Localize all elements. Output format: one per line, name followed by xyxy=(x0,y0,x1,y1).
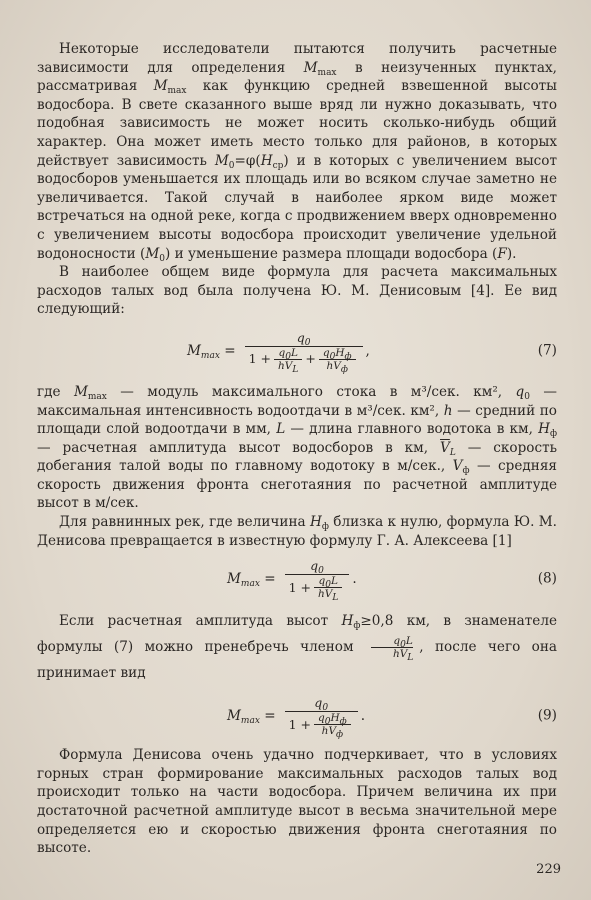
page-text xyxy=(37,40,557,858)
equation-7-number: (7) xyxy=(537,342,557,359)
paragraph-6: Формула Денисова очень удачно подчеркивает, что в условиях горных стран формирование максимальных расходов талых вод происходит только на части водосбора. Причем величина их при достаточной расчетной амплитуде высот в весьма значительной мере определяется ею и скоростью движения фронта снеготаяния по высоте. xyxy=(37,747,557,857)
paragraph-4: Для равнинных рек, где величина $H_ф$ близка к нулю, формула Ю. М. Денисова превращается в известную формулу Г. А. Алексеева [1] xyxy=(37,514,557,549)
equation-9-number: (9) xyxy=(537,707,557,724)
equation-8: $M_{max}$ = $q_0$ 1 + $\frac{q_0L}{h\overline{V}_L}$ . (8) xyxy=(227,558,557,604)
paragraph-1: Некоторые исследователи пытаются получить расчетные зависимости для определения $M_{max}$ в неизученных пунктах, рассматривая $M_{max}$ как функцию средней взвешенной высоты водосбора. В свете сказанного выше вряд ли нужно доказывать, что подобная зависимость не может носить сколько-нибудь общий характер. Она может иметь место только для районов, в которых действует зависимость $M_0=\varphi(H_{ср})$ и в которых с увеличением высот водосборов уменьшается их площадь или во всяком случае заметно не увеличивается. Такой случай в наиболее ярком виде может встречаться на одной реке, когда с продвижением вверх одновременно с увеличением высоты водосбора происходит увеличение удельной водоносности $(M_0)$ и уменьшение размера площади водосбора (F). xyxy=(37,41,557,264)
page-number: 229 xyxy=(536,862,561,877)
paragraph-2: В наиболее общем виде формула для расчета максимальных расходов талых вод была получена Ю. М. Денисовым [4]. Ее вид следующий: xyxy=(37,264,557,318)
equation-7: $M_{max}$ = $q_0$ 1 + $\frac{q_0L}{h\overline{V}_L}$ + $\frac{q_0H_ф}{h\overline{V}_ф}$ , (7) xyxy=(187,329,557,375)
equation-9: $M_{max}$ = $q_0$ 1 + $\frac{q_0H_ф}{h\overline{V}_ф}$ . (9) xyxy=(227,695,557,741)
equation-8-number: (8) xyxy=(537,570,557,587)
paragraph-5: Если расчетная амплитуда высот $H_ф\ge 0,8$ км, в знаменателе формулы (7) можно пренебречь членом $q_0L$ $h\overline{V}_L$ , после чего она принимает вид xyxy=(37,613,558,682)
paragraph-3: где $M_{max}$ — модуль максимального стока в м³/сек. км², $q_0$ — максимальная интенсивность водоотдачи в м³/сек. км², h — средний по площади слой водоотдачи в мм, L — длина главного водотока в км, $H_ф$ — расчетная амплитуда высот водосборов в км, $\overline{V}_L$ — скорость добегания талой воды по главному водотоку в м/сек., $V_ф$ — средняя скорость движения фронта снеготаяния по расчетной амплитуде высот в м/сек. xyxy=(37,383,558,512)
